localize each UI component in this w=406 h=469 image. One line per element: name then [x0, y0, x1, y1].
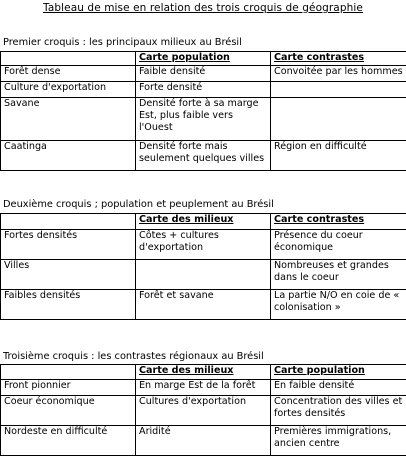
section-title-3: Troisième croquis : les contrastes régionaux au Brésil — [3, 351, 264, 362]
table-cell: Côtes + cultures d'exportation — [136, 230, 271, 260]
table-1 — [0, 51, 406, 171]
table-cell: Nombreuses et grandes dans le coeur — [271, 260, 406, 290]
table-cell: Faible densité — [136, 66, 271, 82]
table-cell: Convoitée par les hommes — [271, 66, 406, 82]
row-label: Culture d'exportation — [1, 82, 136, 98]
table-cell: Présence du coeur économique — [271, 230, 406, 260]
table-3 — [0, 364, 406, 456]
page-title: Tableau de mise en relation des trois croquis de géographie — [43, 2, 363, 14]
header-cell — [1, 52, 136, 66]
header-cell: Carte contrastes — [271, 214, 406, 230]
table-row — [1, 141, 406, 171]
table-row — [1, 82, 406, 98]
table-cell: Concentration des villes et fortes densités — [271, 396, 406, 426]
table-header-row — [1, 214, 406, 230]
table-cell: Cultures d'exportation — [136, 396, 271, 426]
table-row — [1, 396, 406, 426]
table-cell: Forte densité — [136, 82, 271, 98]
table-row — [1, 380, 406, 396]
table-cell: Premières immigrations, ancien centre — [271, 426, 406, 456]
row-label: Villes — [1, 260, 136, 290]
header-cell: Carte des milieux — [136, 214, 271, 230]
header-cell: Carte population — [271, 365, 406, 380]
table-cell — [271, 98, 406, 141]
row-label: Forêt dense — [1, 66, 136, 82]
table-row — [1, 66, 406, 82]
table-cell: Forêt et savane — [136, 290, 271, 320]
table-2 — [0, 213, 406, 320]
table-cell — [136, 260, 271, 290]
table-cell: Densité forte à sa marge Est, plus faible vers l'Ouest — [136, 98, 271, 141]
table-cell: La partie N/O en coie de « colonisation » — [271, 290, 406, 320]
row-label: Coeur économique — [1, 396, 136, 426]
row-label: Faibles densités — [1, 290, 136, 320]
table-row — [1, 98, 406, 141]
table-header-row — [1, 52, 406, 66]
header-cell: Carte contrastes — [271, 52, 406, 66]
header-cell: Carte des milieux — [136, 365, 271, 380]
section-title-1: Premier croquis : les principaux milieux au Brésil — [3, 37, 242, 48]
table-header-row — [1, 365, 406, 380]
row-label: Fortes densités — [1, 230, 136, 260]
table-cell: En faible densité — [271, 380, 406, 396]
table-cell — [271, 82, 406, 98]
table-row — [1, 230, 406, 260]
table-row — [1, 426, 406, 456]
header-cell: Carte population — [136, 52, 271, 66]
row-label: Caatinga — [1, 141, 136, 171]
table-cell: Région en difficulté — [271, 141, 406, 171]
table-cell: Densité forte mais seulement quelques villes — [136, 141, 271, 171]
table-row — [1, 260, 406, 290]
table-cell: Aridité — [136, 426, 271, 456]
section-title-2: Deuxième croquis ; population et peuplement au Brésil — [3, 199, 274, 210]
table-cell: En marge Est de la forêt — [136, 380, 271, 396]
row-label: Savane — [1, 98, 136, 141]
header-cell — [1, 365, 136, 380]
header-cell — [1, 214, 136, 230]
row-label: Front pionnier — [1, 380, 136, 396]
row-label: Nordeste en difficulté — [1, 426, 136, 456]
table-row — [1, 290, 406, 320]
